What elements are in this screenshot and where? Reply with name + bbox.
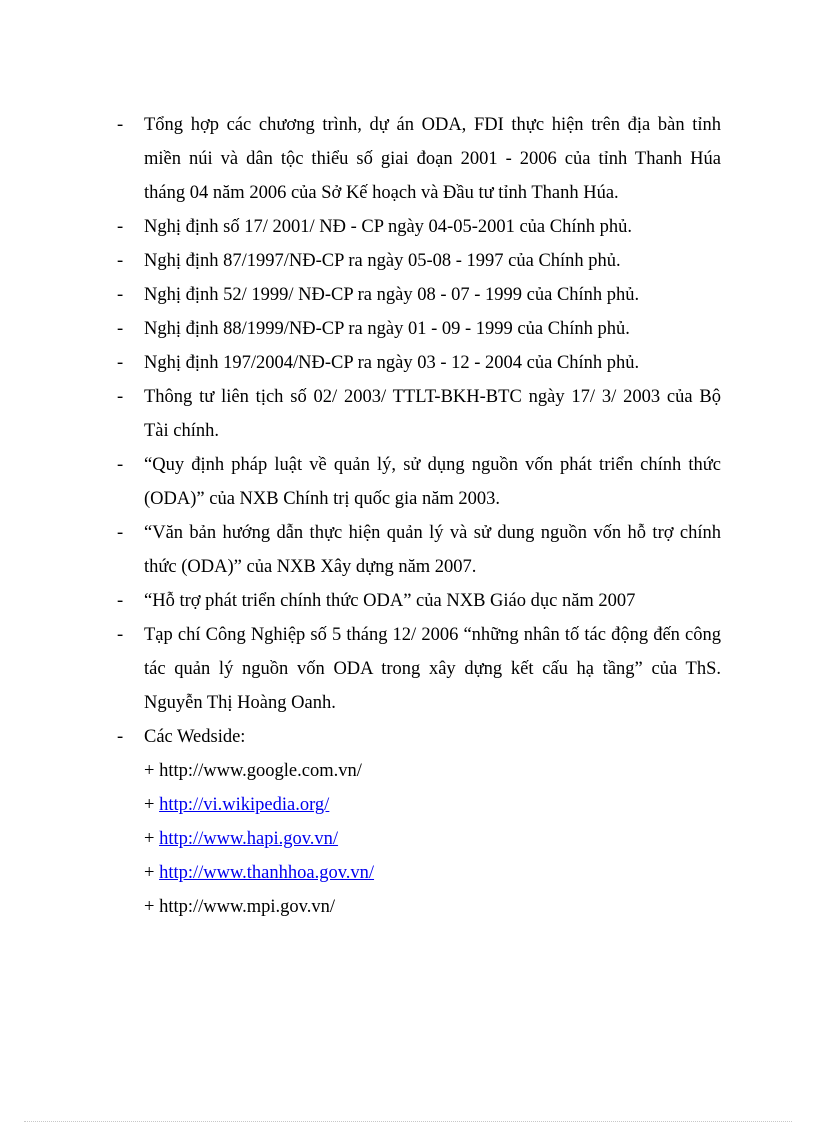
reference-line: Nghị định 197/2004/NĐ-CP ra ngày 03 - 12 - 2004 của Chính phủ. xyxy=(144,353,640,373)
bullet-dash: - xyxy=(117,455,124,475)
website-link[interactable]: http://www.thanhhoa.gov.vn/ xyxy=(159,863,375,883)
reference-line: Nghị định 88/1999/NĐ-CP ra ngày 01 - 09 - 1999 của Chính phủ. xyxy=(144,319,630,339)
bullet-dash: - xyxy=(117,727,124,747)
bullet-dash: - xyxy=(117,353,124,373)
reference-line: Tổng hợp các chương trình, dự án ODA, FDI thực hiện trên địa bàn tỉnh xyxy=(144,115,721,135)
website-prefix: + xyxy=(144,863,160,883)
bullet-dash: - xyxy=(117,319,124,339)
reference-item xyxy=(117,720,721,754)
reference-line: Tạp chí Công Nghiệp số 5 tháng 12/ 2006 “những nhân tố tác động đến công xyxy=(144,625,721,645)
reference-line: Tài chính. xyxy=(144,421,220,441)
reference-list xyxy=(0,108,816,924)
bullet-dash: - xyxy=(117,523,124,543)
reference-line: Nguyễn Thị Hoàng Oanh. xyxy=(144,693,336,713)
reference-line: tháng 04 năm 2006 của Sở Kế hoạch và Đầu tư tỉnh Thanh Húa. xyxy=(144,183,619,203)
reference-line: tác quản lý nguồn vốn ODA trong xây dựng kết cấu hạ tầng” của ThS. xyxy=(144,659,721,679)
reference-item xyxy=(117,618,721,720)
reference-line: Nghị định số 17/ 2001/ NĐ - CP ngày 04-05-2001 của Chính phủ. xyxy=(144,217,633,237)
website-item xyxy=(144,788,816,822)
website-url-text: http://www.mpi.gov.vn/ xyxy=(159,897,335,917)
reference-line: “Quy định pháp luật về quản lý, sử dụng nguồn vốn phát triển chính thức xyxy=(144,455,721,475)
reference-line: Nghị định 52/ 1999/ NĐ-CP ra ngày 08 - 07 - 1999 của Chính phủ. xyxy=(144,285,640,305)
reference-item xyxy=(117,346,721,380)
reference-line: Thông tư liên tịch số 02/ 2003/ TTLT-BKH-BTC ngày 17/ 3/ 2003 của Bộ xyxy=(144,387,721,407)
website-item xyxy=(144,856,816,890)
reference-line: thức (ODA)” của NXB Xây dựng năm 2007. xyxy=(144,557,477,577)
reference-line: miền núi và dân tộc thiểu số giai đoạn 2001 - 2006 của tỉnh Thanh Húa xyxy=(144,149,721,169)
reference-item xyxy=(117,278,721,312)
reference-item xyxy=(117,516,721,584)
website-prefix: + xyxy=(144,829,160,849)
website-url-text: http://www.google.com.vn/ xyxy=(159,761,362,781)
website-item xyxy=(144,822,816,856)
reference-item xyxy=(117,380,721,448)
bullet-dash: - xyxy=(117,115,124,135)
bullet-dash: - xyxy=(117,217,124,237)
website-item xyxy=(144,754,816,788)
bullet-dash: - xyxy=(117,387,124,407)
reference-item xyxy=(117,312,721,346)
website-link[interactable]: http://vi.wikipedia.org/ xyxy=(159,795,330,815)
reference-item xyxy=(117,584,721,618)
website-item xyxy=(144,890,816,924)
bullet-dash: - xyxy=(117,285,124,305)
bullet-dash: - xyxy=(117,251,124,271)
reference-line: Nghị định 87/1997/NĐ-CP ra ngày 05-08 - 1997 của Chính phủ. xyxy=(144,251,621,271)
reference-line: “Văn bản hướng dẫn thực hiện quản lý và sử dung nguồn vốn hỗ trợ chính xyxy=(144,523,721,543)
website-prefix: + xyxy=(144,761,160,781)
reference-item xyxy=(117,244,721,278)
website-prefix: + xyxy=(144,897,160,917)
reference-line: Các Wedside: xyxy=(144,727,246,747)
website-link[interactable]: http://www.hapi.gov.vn/ xyxy=(159,829,339,849)
website-prefix: + xyxy=(144,795,160,815)
reference-item xyxy=(117,448,721,516)
reference-item xyxy=(117,210,721,244)
bullet-dash: - xyxy=(117,591,124,611)
reference-line: (ODA)” của NXB Chính trị quốc gia năm 2003. xyxy=(144,489,501,509)
reference-line: “Hỗ trợ phát triển chính thức ODA” của NXB Giáo dục năm 2007 xyxy=(144,591,636,611)
reference-item xyxy=(117,108,721,210)
bullet-dash: - xyxy=(117,625,124,645)
page-bottom-divider xyxy=(24,1121,792,1122)
